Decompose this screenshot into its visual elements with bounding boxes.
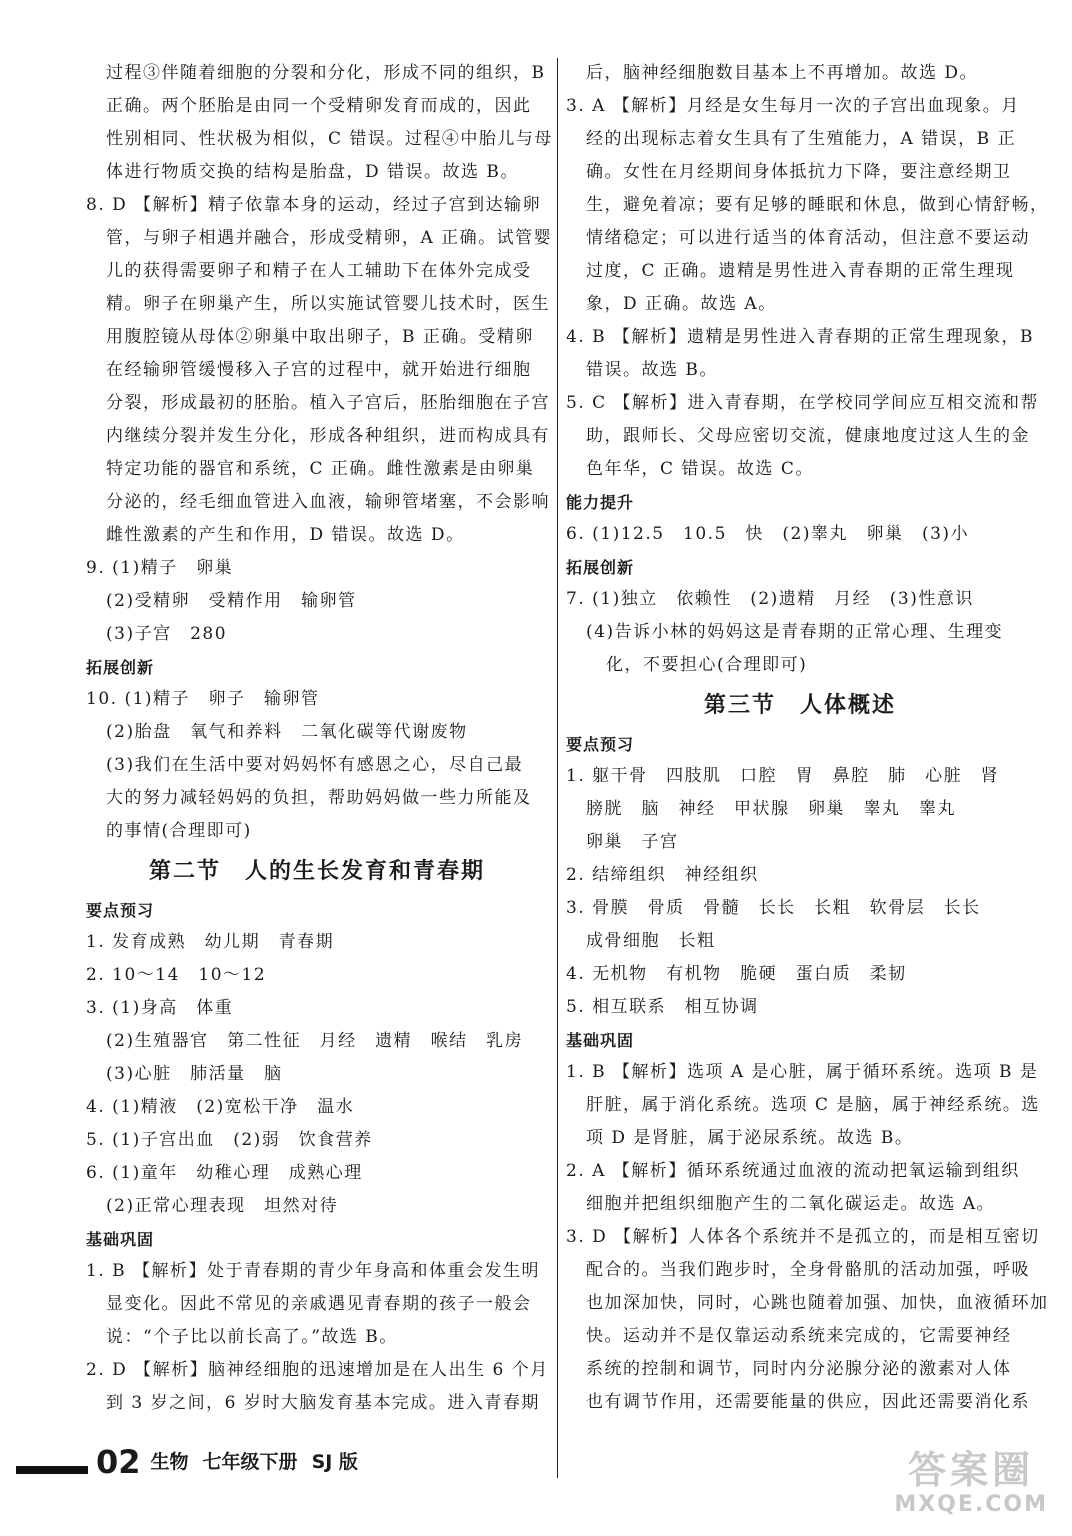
answer-line: 2. A 【解析】循环系统通过血液的流动把氧运输到组织 [566,1161,1020,1181]
section-title: 第三节 人体概述 [703,693,896,718]
answer-line: 快。运动并不是仅靠运动系统来完成的，它需要神经 [586,1326,1012,1346]
subsection-heading: 基础巩固 [86,1230,155,1249]
answer-line: 性别相同、性状极为相似，C 错误。过程④中胎儿与母 [106,129,553,149]
answer-line: 2. D 【解析】脑神经细胞的迅速增加是在人出生 6 个月 [86,1360,549,1380]
answer-line: 3. A 【解析】月经是女生每月一次的子宫出血现象。月 [566,96,1020,116]
answer-line: 也加深加快，同时，心跳也随着加强、加快，血液循环加 [586,1293,1049,1313]
answer-line: 说：“个子比以前长高了。”故选 B。 [106,1327,398,1347]
answer-line: 6. (1)12.5 10.5 快 (2)睾丸 卵巢 (3)小 [566,524,970,544]
subsection-heading: 要点预习 [86,901,155,920]
answer-line: 1. 躯干骨 四肢肌 口腔 胃 鼻腔 肺 心脏 肾 [566,766,1000,786]
grade-label: 七年级下册 [202,1451,298,1473]
answer-line: 4. 无机物 有机物 脆硬 蛋白质 柔韧 [566,964,907,984]
answer-line: 大的努力减轻妈妈的负担，帮助妈妈做一些力所能及 [106,788,532,808]
subsection-heading: 拓展创新 [566,558,635,577]
answer-line: 1. B 【解析】处于青春期的青少年身高和体重会发生明 [86,1261,541,1281]
answer-line: (2)正常心理表现 坦然对待 [106,1196,339,1216]
answer-line: 后，脑神经细胞数目基本上不再增加。故选 D。 [586,63,979,83]
answer-line: 1. B 【解析】选项 A 是心脏，属于循环系统。选项 B 是 [566,1062,1039,1082]
answer-line: 助，跟师长、父母应密切交流，健康地度过这人生的金 [586,426,1030,446]
answer-line: 4. (1)精液 (2)宽松干净 温水 [86,1097,355,1117]
answer-line: 体进行物质交换的结构是胎盘，D 错误。故选 B。 [106,162,519,182]
answer-line: 2. 10～14 10～12 [86,965,267,985]
answer-line: 成骨细胞 长粗 [586,931,716,951]
answer-line: (3)心脏 肺活量 脑 [106,1064,283,1084]
answer-line: 过度，C 正确。遗精是男性进入青春期的正常生理现 [586,261,1015,281]
answer-line: 项 D 是肾脏，属于泌尿系统。故选 B。 [586,1128,914,1148]
answer-line: 细胞并把组织细胞产生的二氧化碳运走。故选 A。 [586,1194,996,1214]
answer-line: 5. C 【解析】进入青春期，在学校同学间应互相交流和帮 [566,393,1040,413]
answer-line: (2)生殖器官 第二性征 月经 遗精 喉结 乳房 [106,1031,524,1051]
answer-line: (3)我们在生活中要对妈妈怀有感恩之心，尽自己最 [106,755,524,775]
page-number: 02 [96,1443,141,1481]
footer-bar [16,1466,88,1474]
watermark-title: 答案圈 [908,1448,1035,1492]
answer-line: 10. (1)精子 卵子 输卵管 [86,689,320,709]
answer-line: 儿的获得需要卵子和精子在人工辅助下在体外完成受 [106,261,532,281]
answer-line: 配合的。当我们跑步时，全身骨骼肌的活动加强，呼吸 [586,1260,1030,1280]
answer-line: (2)受精卵 受精作用 输卵管 [106,591,357,611]
answer-line: 显变化。因此不常见的亲戚遇见青春期的孩子一般会 [106,1294,532,1314]
answer-line: 化，不要担心(合理即可) [606,655,808,675]
answer-line: 经的出现标志着女生具有了生殖能力，A 错误，B 正 [586,129,1017,149]
answer-line: 8. D 【解析】精子依靠本身的运动，经过子宫到达输卵 [86,195,542,215]
answer-line: 卵巢 子宫 [586,832,679,852]
answer-line: 错误。故选 B。 [586,360,718,380]
answer-line: 9. (1)精子 卵巢 [86,558,234,578]
answer-line: 3. D 【解析】人体各个系统并不是孤立的，而是相互密切 [566,1227,1040,1247]
answer-line: 也有调节作用，还需要能量的供应，因此还需要消化系 [586,1392,1030,1412]
answer-line: 象，D 正确。故选 A。 [586,294,777,314]
subsection-heading: 能力提升 [566,493,635,512]
answer-line: (4)告诉小林的妈妈这是青春期的正常心理、生理变 [586,622,1004,642]
subsection-heading: 拓展创新 [86,658,155,677]
answer-line: 精。卵子在卵巢产生，所以实施试管婴儿技术时，医生 [106,294,550,314]
answer-line: 3. 骨膜 骨质 骨髓 长长 长粗 软骨层 长长 [566,898,981,918]
answer-line: 用腹腔镜从母体②卵巢中取出卵子，B 正确。受精卵 [106,327,534,347]
answer-line: (3)子宫 280 [106,624,228,644]
watermark-logo [894,1448,1048,1518]
answer-line: 生，避免着凉；要有足够的睡眠和休息，做到心情舒畅， [586,195,1049,215]
page-footer [16,1432,372,1480]
answer-line: 确。女性在月经期间身体抵抗力下降，要注意经期卫 [586,162,1012,182]
answer-line: 5. 相互联系 相互协调 [566,997,759,1017]
answer-line: 在经输卵管缓慢移入子宫的过程中，就开始进行细胞 [106,360,532,380]
answer-line: 3. (1)身高 体重 [86,998,234,1018]
answer-line: 肝脏，属于消化系统。选项 C 是脑，属于神经系统。选 [586,1095,1040,1115]
answer-line: 2. 结缔组织 神经组织 [566,865,759,885]
answer-line: 内继续分裂并发生分化，形成各种组织，进而构成具有 [106,426,550,446]
section-title: 第二节 人的生长发育和青春期 [148,859,485,884]
answer-line: 色年华，C 错误。故选 C。 [586,459,814,479]
watermark-url: MXQE.COM [894,1492,1048,1517]
column-divider [557,58,558,1478]
right-column [566,57,1049,1419]
left-column [86,57,553,1420]
answer-line: 膀胱 脑 神经 甲状腺 卵巢 睾丸 睾丸 [586,799,956,819]
answer-line: 过程③伴随着细胞的分裂和分化，形成不同的组织，B [106,63,546,83]
answer-line: 到 3 岁之间，6 岁时大脑发育基本完成。进入青春期 [106,1393,540,1413]
subsection-heading: 基础巩固 [566,1031,635,1050]
edition-label: SJ 版 [311,1451,358,1473]
answer-line: 4. B 【解析】遗精是男性进入青春期的正常生理现象，B [566,327,1035,347]
answer-line: 分裂，形成最初的胚胎。植入子宫后，胚胎细胞在子宫 [106,393,550,413]
answer-line: 正确。两个胚胎是由同一个受精卵发育而成的，因此 [106,96,532,116]
answer-line: 系统的控制和调节，同时内分泌腺分泌的激素对人体 [586,1359,1012,1379]
answer-line: 情绪稳定；可以进行适当的体育活动，但注意不要运动 [586,228,1030,248]
answer-line: 分泌的，经毛细血管进入血液，输卵管堵塞，不会影响 [106,492,550,512]
answer-line: 的事情(合理即可) [106,821,252,841]
answer-line: 管，与卵子相遇并融合，形成受精卵，A 正确。试管婴 [106,228,553,248]
answer-line: 5. (1)子宫出血 (2)弱 饮食营养 [86,1130,373,1150]
answer-line: 1. 发育成熟 幼儿期 青春期 [86,932,335,952]
answer-line: 雌性激素的产生和作用，D 错误。故选 D。 [106,525,465,545]
answer-line: (2)胎盘 氧气和养料 二氧化碳等代谢废物 [106,722,468,742]
subject-label: 生物 [150,1451,189,1473]
answer-line: 特定功能的器官和系统，C 正确。雌性激素是由卵巢 [106,459,535,479]
answer-line: 6. (1)童年 幼稚心理 成熟心理 [86,1163,363,1183]
subsection-heading: 要点预习 [566,735,635,754]
answer-line: 7. (1)独立 依赖性 (2)遗精 月经 (3)性意识 [566,589,974,609]
